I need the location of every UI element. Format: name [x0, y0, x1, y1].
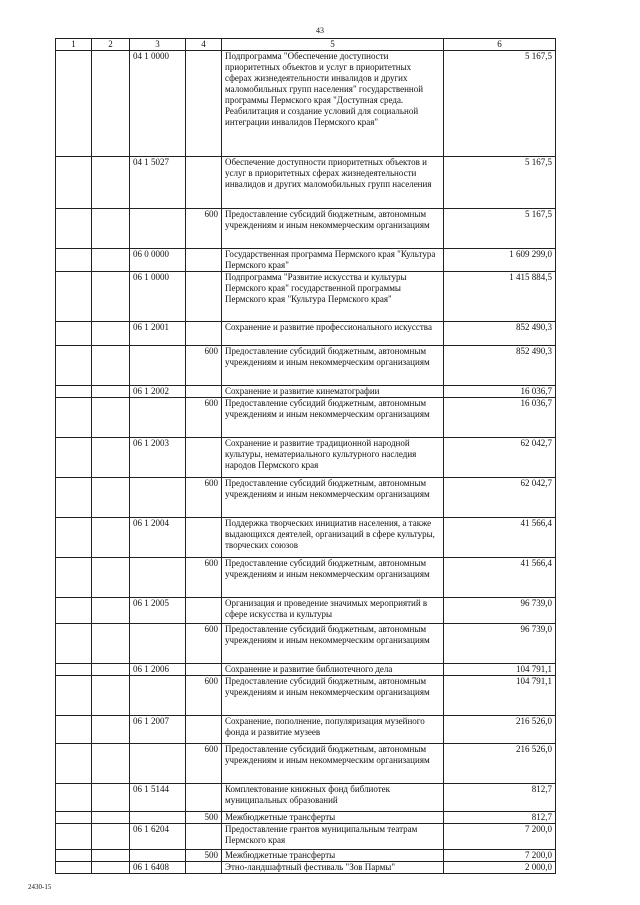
empty-cell	[56, 598, 92, 624]
table-row	[56, 51, 556, 157]
amount-cell: 1 415 884,5	[444, 272, 556, 322]
table-row	[56, 824, 556, 850]
target-code-cell	[130, 478, 186, 518]
empty-cell	[56, 51, 92, 157]
target-code-cell	[130, 850, 186, 862]
amount-cell: 96 739,0	[444, 624, 556, 664]
item-name-cell: Предоставление субсидий бюджетным, автономным учреждениям и иным некоммерческим организациям	[222, 478, 444, 518]
target-code-cell	[130, 346, 186, 386]
item-name-cell: Предоставление субсидий бюджетным, автономным учреждениям и иным некоммерческим организациям	[222, 209, 444, 249]
expense-type-cell	[186, 598, 222, 624]
empty-cell	[56, 346, 92, 386]
expense-type-cell: 600	[186, 676, 222, 716]
item-name-cell: Комплектование книжных фонд библиотек муниципальных образований	[222, 784, 444, 812]
empty-cell	[92, 322, 130, 346]
empty-cell	[92, 209, 130, 249]
empty-cell	[92, 346, 130, 386]
empty-cell	[56, 322, 92, 346]
amount-cell: 812,7	[444, 812, 556, 824]
item-name-cell: Предоставление субсидий бюджетным, автономным учреждениям и иным некоммерческим организациям	[222, 676, 444, 716]
target-code-cell: 06 1 2003	[130, 438, 186, 478]
empty-cell	[56, 850, 92, 862]
column-header: 2	[92, 39, 130, 51]
item-name-cell: Межбюджетные трансферты	[222, 812, 444, 824]
expense-type-cell: 500	[186, 850, 222, 862]
amount-cell: 216 526,0	[444, 716, 556, 744]
column-header: 4	[186, 39, 222, 51]
amount-cell: 5 167,5	[444, 51, 556, 157]
table-row	[56, 624, 556, 664]
amount-cell: 5 167,5	[444, 157, 556, 209]
item-name-cell: Сохранение и развитие профессионального искусства	[222, 322, 444, 346]
item-name-cell: Государственная программа Пермского края "Культура Пермского края"	[222, 249, 444, 272]
target-code-cell: 06 1 5144	[130, 784, 186, 812]
expense-type-cell: 600	[186, 744, 222, 784]
item-name-cell: Подпрограмма "Развитие искусства и культуры Пермского края" государственной программы Пермского края "Культура Пермского края"	[222, 272, 444, 322]
table-row	[56, 386, 556, 398]
amount-cell: 7 200,0	[444, 850, 556, 862]
table-row	[56, 518, 556, 558]
empty-cell	[92, 272, 130, 322]
empty-cell	[56, 209, 92, 249]
empty-cell	[92, 386, 130, 398]
item-name-cell: Этно-ландшафтный фестиваль "Зов Пармы"	[222, 862, 444, 874]
amount-cell: 104 791,1	[444, 676, 556, 716]
expense-type-cell	[186, 862, 222, 874]
table-row	[56, 850, 556, 862]
amount-cell: 16 036,7	[444, 398, 556, 438]
amount-cell: 216 526,0	[444, 744, 556, 784]
expense-type-cell: 600	[186, 346, 222, 386]
item-name-cell: Предоставление субсидий бюджетным, автономным учреждениям и иным некоммерческим организациям	[222, 346, 444, 386]
empty-cell	[56, 676, 92, 716]
expense-type-cell	[186, 518, 222, 558]
expense-type-cell	[186, 664, 222, 676]
expense-type-cell	[186, 272, 222, 322]
empty-cell	[56, 386, 92, 398]
empty-cell	[56, 558, 92, 598]
item-name-cell: Организация и проведение значимых мероприятий в сфере искусства и культуры	[222, 598, 444, 624]
empty-cell	[56, 716, 92, 744]
amount-cell: 104 791,1	[444, 664, 556, 676]
target-code-cell: 06 1 2002	[130, 386, 186, 398]
item-name-cell: Предоставление субсидий бюджетным, автономным учреждениям и иным некоммерческим организациям	[222, 398, 444, 438]
empty-cell	[92, 744, 130, 784]
table-row	[56, 558, 556, 598]
empty-cell	[56, 624, 92, 664]
empty-cell	[56, 157, 92, 209]
amount-cell: 41 566,4	[444, 518, 556, 558]
table-row	[56, 209, 556, 249]
target-code-cell	[130, 812, 186, 824]
empty-cell	[56, 478, 92, 518]
item-name-cell: Сохранение и развитие традиционной народной культуры, нематериального культурного наследия народов Пермского края	[222, 438, 444, 478]
item-name-cell: Предоставление грантов муниципальным театрам Пермского края	[222, 824, 444, 850]
item-name-cell: Сохранение и развитие кинематографии	[222, 386, 444, 398]
empty-cell	[92, 664, 130, 676]
column-header: 1	[56, 39, 92, 51]
item-name-cell: Предоставление субсидий бюджетным, автономным учреждениям и иным некоммерческим организациям	[222, 558, 444, 598]
empty-cell	[92, 157, 130, 209]
amount-cell: 2 000,0	[444, 862, 556, 874]
item-name-cell: Сохранение и развитие библиотечного дела	[222, 664, 444, 676]
document-mark: 2430-15	[28, 883, 52, 891]
target-code-cell: 06 1 6204	[130, 824, 186, 850]
expense-type-cell: 500	[186, 812, 222, 824]
expense-type-cell: 600	[186, 558, 222, 598]
expense-type-cell	[186, 322, 222, 346]
expense-type-cell	[186, 51, 222, 157]
amount-cell: 41 566,4	[444, 558, 556, 598]
empty-cell	[56, 824, 92, 850]
table-row	[56, 438, 556, 478]
target-code-cell: 06 1 2004	[130, 518, 186, 558]
empty-cell	[92, 824, 130, 850]
expense-type-cell: 600	[186, 624, 222, 664]
empty-cell	[92, 624, 130, 664]
table-row	[56, 398, 556, 438]
amount-cell: 5 167,5	[444, 209, 556, 249]
expense-type-cell	[186, 386, 222, 398]
table-row	[56, 478, 556, 518]
amount-cell: 62 042,7	[444, 438, 556, 478]
expense-type-cell: 600	[186, 478, 222, 518]
empty-cell	[56, 438, 92, 478]
amount-cell: 812,7	[444, 784, 556, 812]
table-row	[56, 812, 556, 824]
expense-type-cell	[186, 249, 222, 272]
empty-cell	[56, 272, 92, 322]
item-name-cell: Поддержка творческих инициатив населения, а также выдающихся деятелей, организаций в сфере культуры, творческих союзов	[222, 518, 444, 558]
empty-cell	[56, 518, 92, 558]
target-code-cell: 06 0 0000	[130, 249, 186, 272]
empty-cell	[92, 716, 130, 744]
target-code-cell	[130, 624, 186, 664]
target-code-cell: 06 1 2005	[130, 598, 186, 624]
item-name-cell: Обеспечение доступности приоритетных объектов и услуг в приоритетных сферах жизнедеятельности инвалидов и других маломобильных групп населения	[222, 157, 444, 209]
budget-table	[55, 38, 556, 874]
column-header: 6	[444, 39, 556, 51]
item-name-cell: Подпрограмма "Обеспечение доступности приоритетных объектов и услуг в приоритетных сферах жизнедеятельности инвалидов и других маломобильных групп населения" государственной программы Пермского края "Доступная среда. Реабилитация и создание условий для социальной интеграции инвалидов Пермского края"	[222, 51, 444, 157]
empty-cell	[92, 51, 130, 157]
table-row	[56, 272, 556, 322]
target-code-cell: 06 1 2007	[130, 716, 186, 744]
table-row	[56, 322, 556, 346]
expense-type-cell	[186, 784, 222, 812]
empty-cell	[92, 850, 130, 862]
empty-cell	[56, 862, 92, 874]
page-number: 43	[316, 26, 324, 35]
table-row	[56, 598, 556, 624]
table-row	[56, 744, 556, 784]
item-name-cell: Предоставление субсидий бюджетным, автономным учреждениям и иным некоммерческим организациям	[222, 624, 444, 664]
target-code-cell	[130, 558, 186, 598]
target-code-cell: 06 1 6408	[130, 862, 186, 874]
column-header: 3	[130, 39, 186, 51]
empty-cell	[92, 676, 130, 716]
amount-cell: 852 490,3	[444, 322, 556, 346]
table-row	[56, 664, 556, 676]
expense-type-cell	[186, 438, 222, 478]
empty-cell	[92, 478, 130, 518]
empty-cell	[56, 744, 92, 784]
empty-cell	[92, 438, 130, 478]
table-row	[56, 862, 556, 874]
target-code-cell: 04 1 0000	[130, 51, 186, 157]
target-code-cell	[130, 209, 186, 249]
target-code-cell: 06 1 2006	[130, 664, 186, 676]
empty-cell	[56, 249, 92, 272]
empty-cell	[92, 558, 130, 598]
table-row	[56, 249, 556, 272]
expense-type-cell	[186, 157, 222, 209]
expense-type-cell	[186, 716, 222, 744]
table-row	[56, 157, 556, 209]
empty-cell	[92, 862, 130, 874]
amount-cell: 96 739,0	[444, 598, 556, 624]
target-code-cell: 06 1 2001	[130, 322, 186, 346]
empty-cell	[92, 518, 130, 558]
target-code-cell	[130, 398, 186, 438]
column-header: 5	[222, 39, 444, 51]
amount-cell: 16 036,7	[444, 386, 556, 398]
table-row	[56, 346, 556, 386]
table-row	[56, 676, 556, 716]
empty-cell	[56, 664, 92, 676]
item-name-cell: Предоставление субсидий бюджетным, автономным учреждениям и иным некоммерческим организациям	[222, 744, 444, 784]
empty-cell	[92, 812, 130, 824]
item-name-cell: Сохранение, пополнение, популяризация музейного фонда и развитие музеев	[222, 716, 444, 744]
empty-cell	[92, 784, 130, 812]
table-row	[56, 784, 556, 812]
empty-cell	[56, 812, 92, 824]
amount-cell: 1 609 299,0	[444, 249, 556, 272]
expense-type-cell	[186, 824, 222, 850]
amount-cell: 62 042,7	[444, 478, 556, 518]
expense-type-cell: 600	[186, 209, 222, 249]
target-code-cell: 04 1 5027	[130, 157, 186, 209]
target-code-cell	[130, 676, 186, 716]
amount-cell: 852 490,3	[444, 346, 556, 386]
empty-cell	[92, 398, 130, 438]
empty-cell	[56, 784, 92, 812]
amount-cell: 7 200,0	[444, 824, 556, 850]
target-code-cell: 06 1 0000	[130, 272, 186, 322]
empty-cell	[56, 398, 92, 438]
target-code-cell	[130, 744, 186, 784]
empty-cell	[92, 249, 130, 272]
empty-cell	[92, 598, 130, 624]
column-number-row	[56, 39, 556, 51]
table-row	[56, 716, 556, 744]
expense-type-cell: 600	[186, 398, 222, 438]
item-name-cell: Межбюджетные трансферты	[222, 850, 444, 862]
